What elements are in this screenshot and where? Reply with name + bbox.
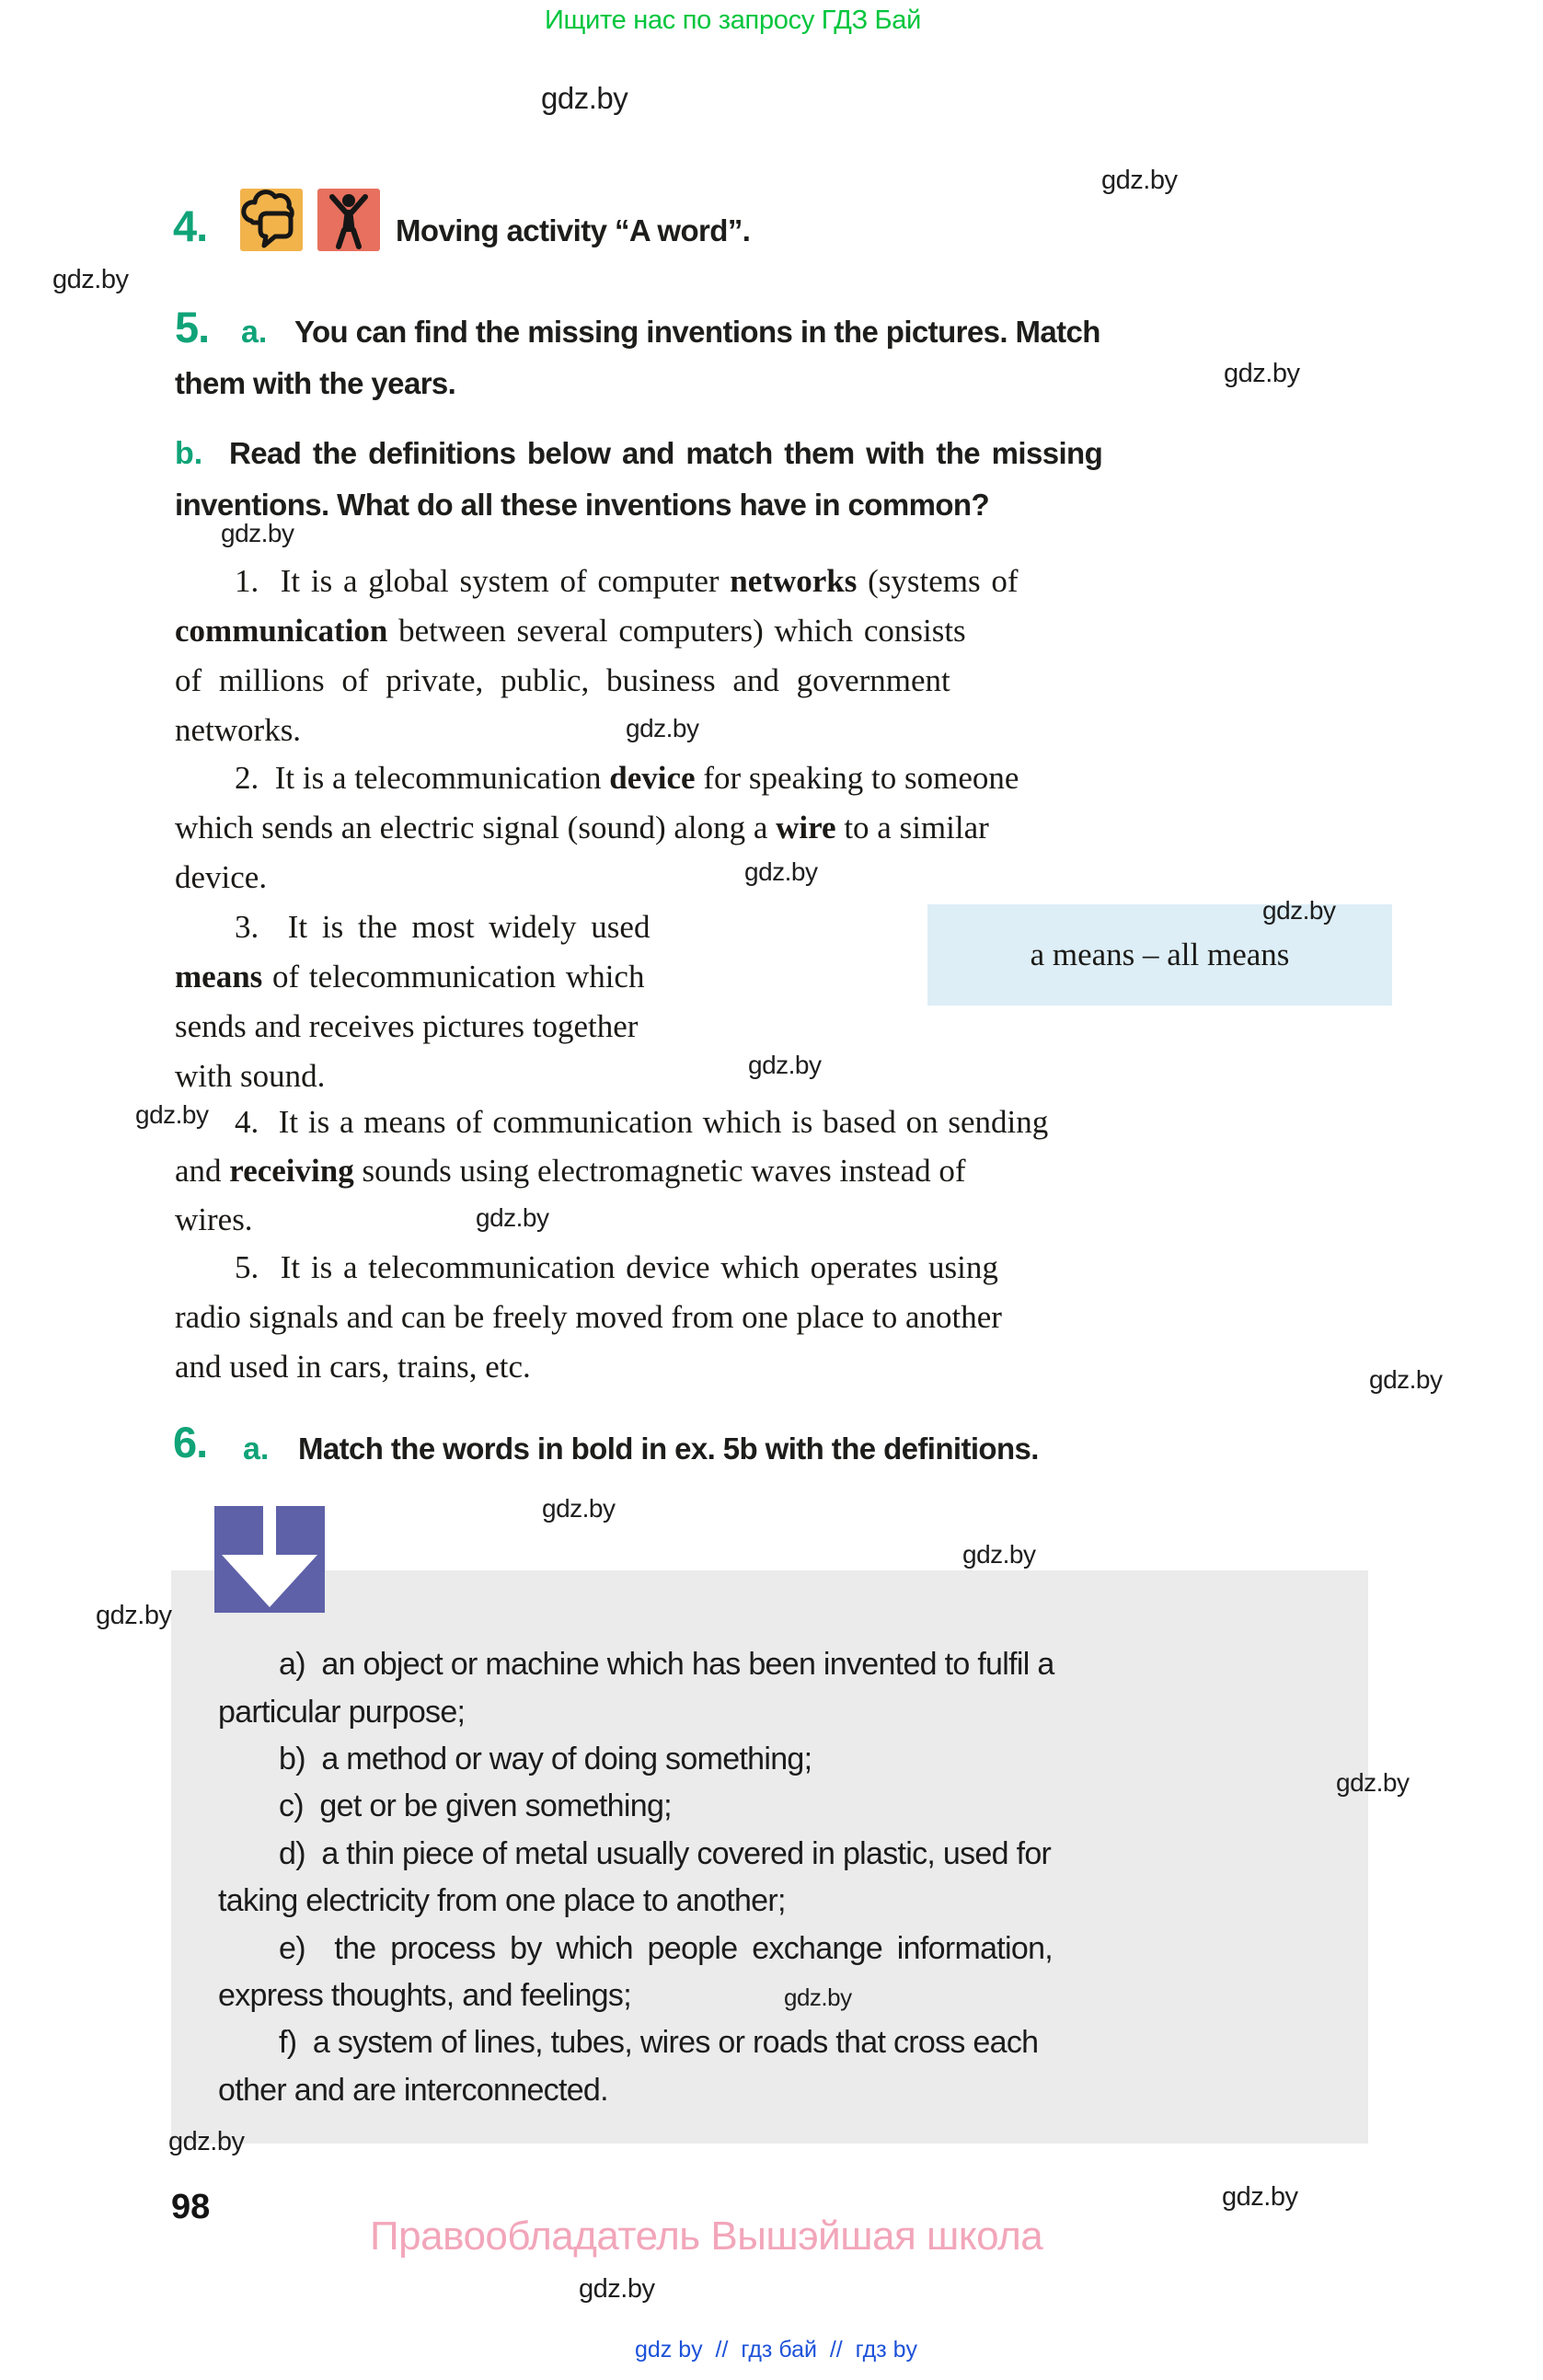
exercise-6a-label: a.	[243, 1431, 270, 1466]
definition-3-line-1: 3. It is the most widely used	[235, 909, 651, 945]
watermark-gdzby: gdz.by	[1101, 166, 1178, 195]
watermark-gdzby: gdz.by	[476, 1203, 549, 1232]
watermark-gdzby: gdz.by	[962, 1540, 1036, 1569]
speech-bubbles-icon	[240, 189, 303, 251]
definition-4-line-3: wires.	[175, 1201, 253, 1237]
watermark-gdzby: gdz.by	[579, 2274, 655, 2304]
definition-4-line-2: and receiving sounds using electromagnetic waves instead of	[175, 1153, 966, 1189]
definition-5-line-2: radio signals and can be freely moved from one place to another	[175, 1299, 1002, 1335]
watermark-gdzby: gdz.by	[744, 857, 818, 886]
exercise-5a-label: a.	[241, 315, 268, 350]
copyright-text: Правообладатель Вышэйшая школа	[370, 2213, 1043, 2259]
definition-3-line-2: means of telecommunication which	[175, 959, 645, 995]
watermark-gdzby: gdz.by	[542, 1494, 616, 1523]
exercise-6-number: 6.	[173, 1418, 208, 1466]
definition-1-line-3: of millions of private, public, business and government	[175, 662, 950, 698]
definition-a-line-2: particular purpose;	[218, 1695, 466, 1730]
promo-text: Ищите нас по запросу ГДЗ Бай	[545, 6, 922, 35]
definition-c: c) get or be given something;	[279, 1788, 672, 1823]
definition-e-line-2: express thoughts, and feelings;	[218, 1978, 631, 2013]
moving-person-icon	[317, 189, 380, 251]
watermark-gdzby: gdz.by	[626, 714, 699, 742]
definition-5-line-1: 5. It is a telecommunication device which operates using	[235, 1249, 998, 1285]
definition-5-line-3: and used in cars, trains, etc.	[175, 1349, 531, 1385]
watermark-gdzby: gdz.by	[168, 2127, 245, 2156]
definition-4-line-1: 4. It is a means of communication which is based on sending	[235, 1104, 1049, 1140]
exercise-5-number: 5.	[175, 303, 210, 351]
definition-a-line-1: a) an object or machine which has been invented to fulfil a	[279, 1647, 1054, 1682]
watermark-gdzby: gdz.by	[1336, 1768, 1410, 1797]
definition-2-line-1: 2. It is a telecommunication device for speaking to someone	[235, 760, 1019, 796]
watermark-gdzby: gdz.by	[1369, 1365, 1443, 1394]
exercise-5a-instruction-line-2: them with the years.	[175, 366, 456, 400]
definition-1-line-2: communication between several computers) which consists	[175, 613, 966, 649]
exercise-4-title: Moving activity “A word”.	[396, 213, 751, 247]
exercise-5a-instruction-line-1: You can find the missing inventions in the pictures. Match	[294, 315, 1100, 349]
page-number: 98	[171, 2188, 211, 2226]
watermark-gdzby: gdz.by	[784, 1983, 852, 2011]
definition-f-line-1: f) a system of lines, tubes, wires or roads that cross each	[279, 2025, 1039, 2060]
down-arrow-icon	[214, 1506, 325, 1613]
means-note-text: a means – all means	[1030, 937, 1290, 972]
exercise-4-number: 4.	[173, 201, 208, 250]
footer-links[interactable]: gdz by // гдз бай // гдз by	[635, 2337, 918, 2363]
watermark-gdzby: gdz.by	[1224, 359, 1300, 388]
watermark-gdzby: gdz.by	[96, 1601, 172, 1630]
definition-1-line-1: 1. It is a global system of computer networks (systems of	[235, 563, 1019, 599]
watermark-gdzby: gdz.by	[1222, 2182, 1298, 2212]
definition-3-line-3: sends and receives pictures together	[175, 1008, 639, 1044]
watermark-gdzby: gdz.by	[541, 81, 628, 115]
definition-b: b) a method or way of doing something;	[279, 1742, 812, 1776]
watermark-gdzby: gdz.by	[748, 1051, 822, 1079]
exercise-6a-instruction: Match the words in bold in ex. 5b with the definitions.	[298, 1431, 1039, 1466]
definition-d-line-1: d) a thin piece of metal usually covered in plastic, used for	[279, 1836, 1052, 1871]
watermark-gdzby: gdz.by	[135, 1100, 209, 1129]
definition-2-line-2: which sends an electric signal (sound) along a wire to a similar	[175, 810, 989, 845]
exercise-5b-label: b.	[175, 436, 203, 471]
exercise-5b-instruction-line-1: Read the definitions below and match them with the missing	[229, 436, 1103, 470]
definition-1-line-4: networks.	[175, 712, 302, 748]
watermark-gdzby: gdz.by	[52, 265, 129, 294]
definition-3-line-4: with sound.	[175, 1058, 326, 1094]
definition-2-line-3: device.	[175, 859, 268, 895]
definition-e-line-1: e) the process by which people exchange information,	[279, 1931, 1054, 1966]
definition-f-line-2: other and are interconnected.	[218, 2073, 608, 2108]
watermark-gdzby: gdz.by	[221, 519, 294, 547]
exercise-5b-instruction-line-2: inventions. What do all these inventions have in common?	[175, 488, 990, 522]
definition-d-line-2: taking electricity from one place to another;	[218, 1883, 786, 1918]
watermark-gdzby: gdz.by	[1262, 896, 1336, 925]
